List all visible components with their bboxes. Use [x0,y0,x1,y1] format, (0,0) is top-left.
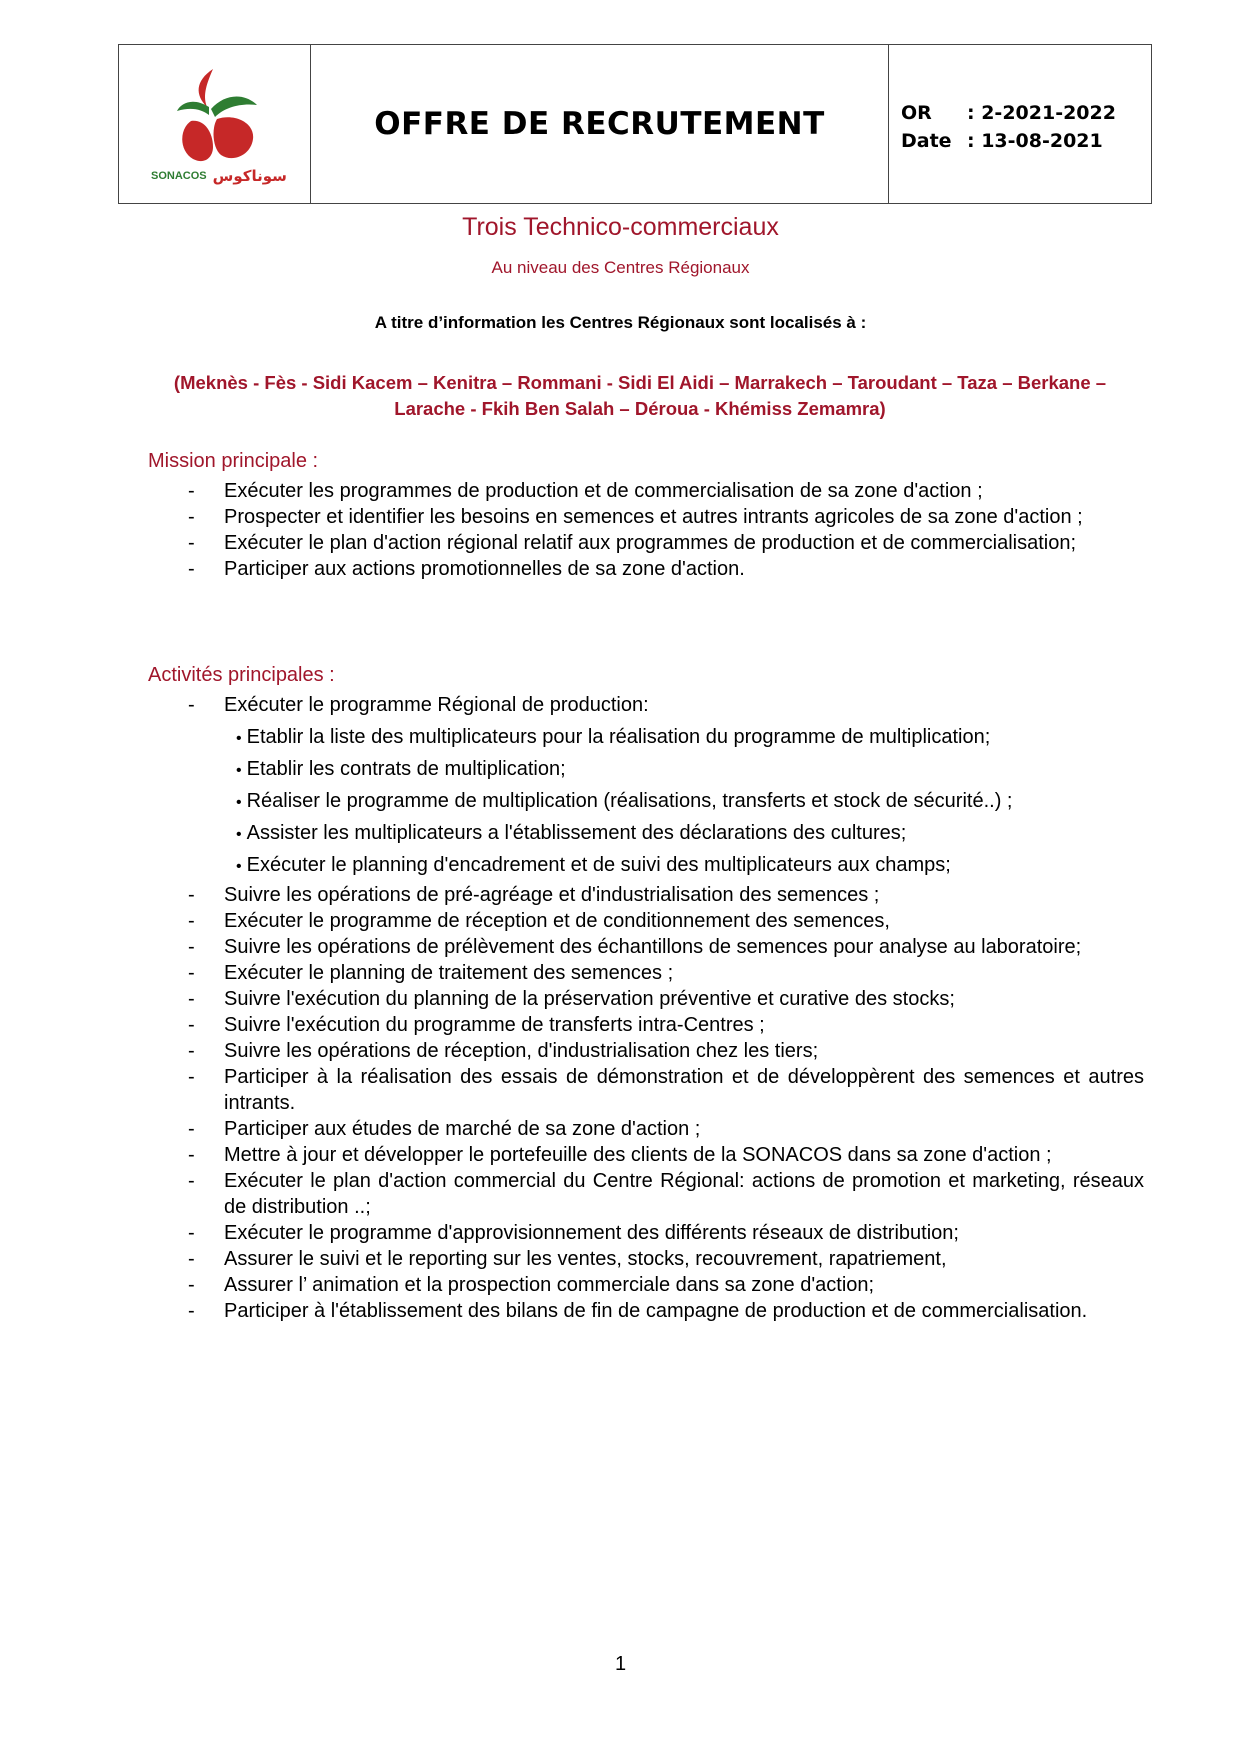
list-item: - Mettre à jour et développer le portefeuille des clients de la SONACOS dans sa zone d'action ; [182,1142,1144,1168]
job-subtitle: Au niveau des Centres Régionaux [491,258,750,277]
document-title: OFFRE DE RECRUTEMENT [374,106,825,142]
sub-list-item-text: Réaliser le programme de multiplication (réalisations, transferts et stock de sécurité..) ; [246,790,1013,812]
activities-list [182,692,1144,1324]
header-table [118,44,1152,204]
mission-title: Mission principale : [148,450,319,472]
logo-latin-text: SONACOS [151,170,207,182]
list-item: - Suivre les opérations de prélèvement des échantillons de semences pour analyse au laboratoire; [182,934,1144,960]
logo-wordmark [151,167,287,185]
sub-list-item-text: Assister les multiplicateurs a l'établissement des déclarations des cultures; [246,822,907,844]
list-item: - Participer à l'établissement des bilans de fin de campagne de production et de commercialisation. [182,1298,1144,1324]
list-item: - Suivre l'exécution du planning de la préservation préventive et curative des stocks; [182,986,1144,1012]
mission-list [182,478,1144,582]
list-item: - Exécuter le planning de traitement des semences ; [182,960,1144,986]
sub-list [224,722,1144,882]
reference-cell [889,45,1151,203]
logo-arabic-text: سوناكوس [212,167,287,185]
reference-line [901,99,1151,127]
page-number: 1 [614,1653,627,1675]
date-value: : 13-08-2021 [967,130,1103,152]
reference-label: OR [901,102,932,124]
bullet-icon: • [236,762,242,779]
job-title: Trois Technico-commerciaux [462,213,779,241]
list-item: - Suivre l'exécution du programme de transferts intra-Centres ; [182,1012,1144,1038]
cities-line-2: Larache - Fkih Ben Salah – Déroua - Khémiss Zemamra) [394,398,886,419]
title-cell [311,45,889,203]
bullet-icon: • [236,826,242,843]
bullet-icon: • [236,730,242,747]
list-item: - Suivre les opérations de réception, d'industrialisation chez les tiers; [182,1038,1144,1064]
list-item: - Exécuter le programme de réception et de conditionnement des semences, [182,908,1144,934]
date-label: Date [901,130,952,152]
list-item: - Assurer le suivi et le reporting sur les ventes, stocks, recouvrement, rapatriement, [182,1246,1144,1272]
list-item: - Prospecter et identifier les besoins en semences et autres intrants agricoles de sa zone d'action ; [182,504,1144,530]
reference-value: : 2-2021-2022 [967,102,1116,124]
list-item: - Exécuter le plan d'action commercial du Centre Régional: actions de promotion et marketing, réseaux de distribution ..; [182,1168,1144,1220]
sub-list-item [236,786,1144,818]
date-line [901,127,1151,155]
list-item: - Participer aux études de marché de sa zone d'action ; [182,1116,1144,1142]
list-item: - Exécuter le programme d'approvisionnement des différents réseaux de distribution; [182,1220,1144,1246]
list-item [182,692,1144,882]
sonacos-logo-icon [173,67,263,167]
list-item: - Assurer l’ animation et la prospection commerciale dans sa zone d'action; [182,1272,1144,1298]
sub-list-item [236,722,1144,754]
bullet-icon: • [236,794,242,811]
sub-list-item-text: Exécuter le planning d'encadrement et de suivi des multiplicateurs aux champs; [246,854,951,876]
sub-list-item [236,754,1144,786]
list-item-text: Exécuter le programme Régional de production: [224,694,649,716]
bullet-icon: • [236,858,242,875]
list-item: - Exécuter les programmes de production et de commercialisation de sa zone d'action ; [182,478,1144,504]
list-item: - Suivre les opérations de pré-agréage et d'industrialisation des semences ; [182,882,1144,908]
activities-title: Activités principales : [148,664,335,686]
list-item: - Participer à la réalisation des essais de démonstration et de développèrent des semences et autres intrants. [182,1064,1144,1116]
sub-list-item-text: Etablir les contrats de multiplication; [246,758,566,780]
sub-list-item-text: Etablir la liste des multiplicateurs pour la réalisation du programme de multiplication; [246,726,991,748]
list-item: - Exécuter le plan d'action régional relatif aux programmes de production et de commercialisation; [182,530,1144,556]
sub-list-item [236,818,1144,850]
sub-list-item [236,850,1144,882]
info-line: A titre d’information les Centres Régionaux sont localisés à : [374,313,867,332]
cities-list [150,370,1130,422]
cities-line-1: (Meknès - Fès - Sidi Kacem – Kenitra – Rommani - Sidi El Aidi – Marrakech – Taroudant – Taza – Berkane – [173,372,1107,393]
list-item: - Participer aux actions promotionnelles de sa zone d'action. [182,556,1144,582]
logo-cell [119,45,311,203]
